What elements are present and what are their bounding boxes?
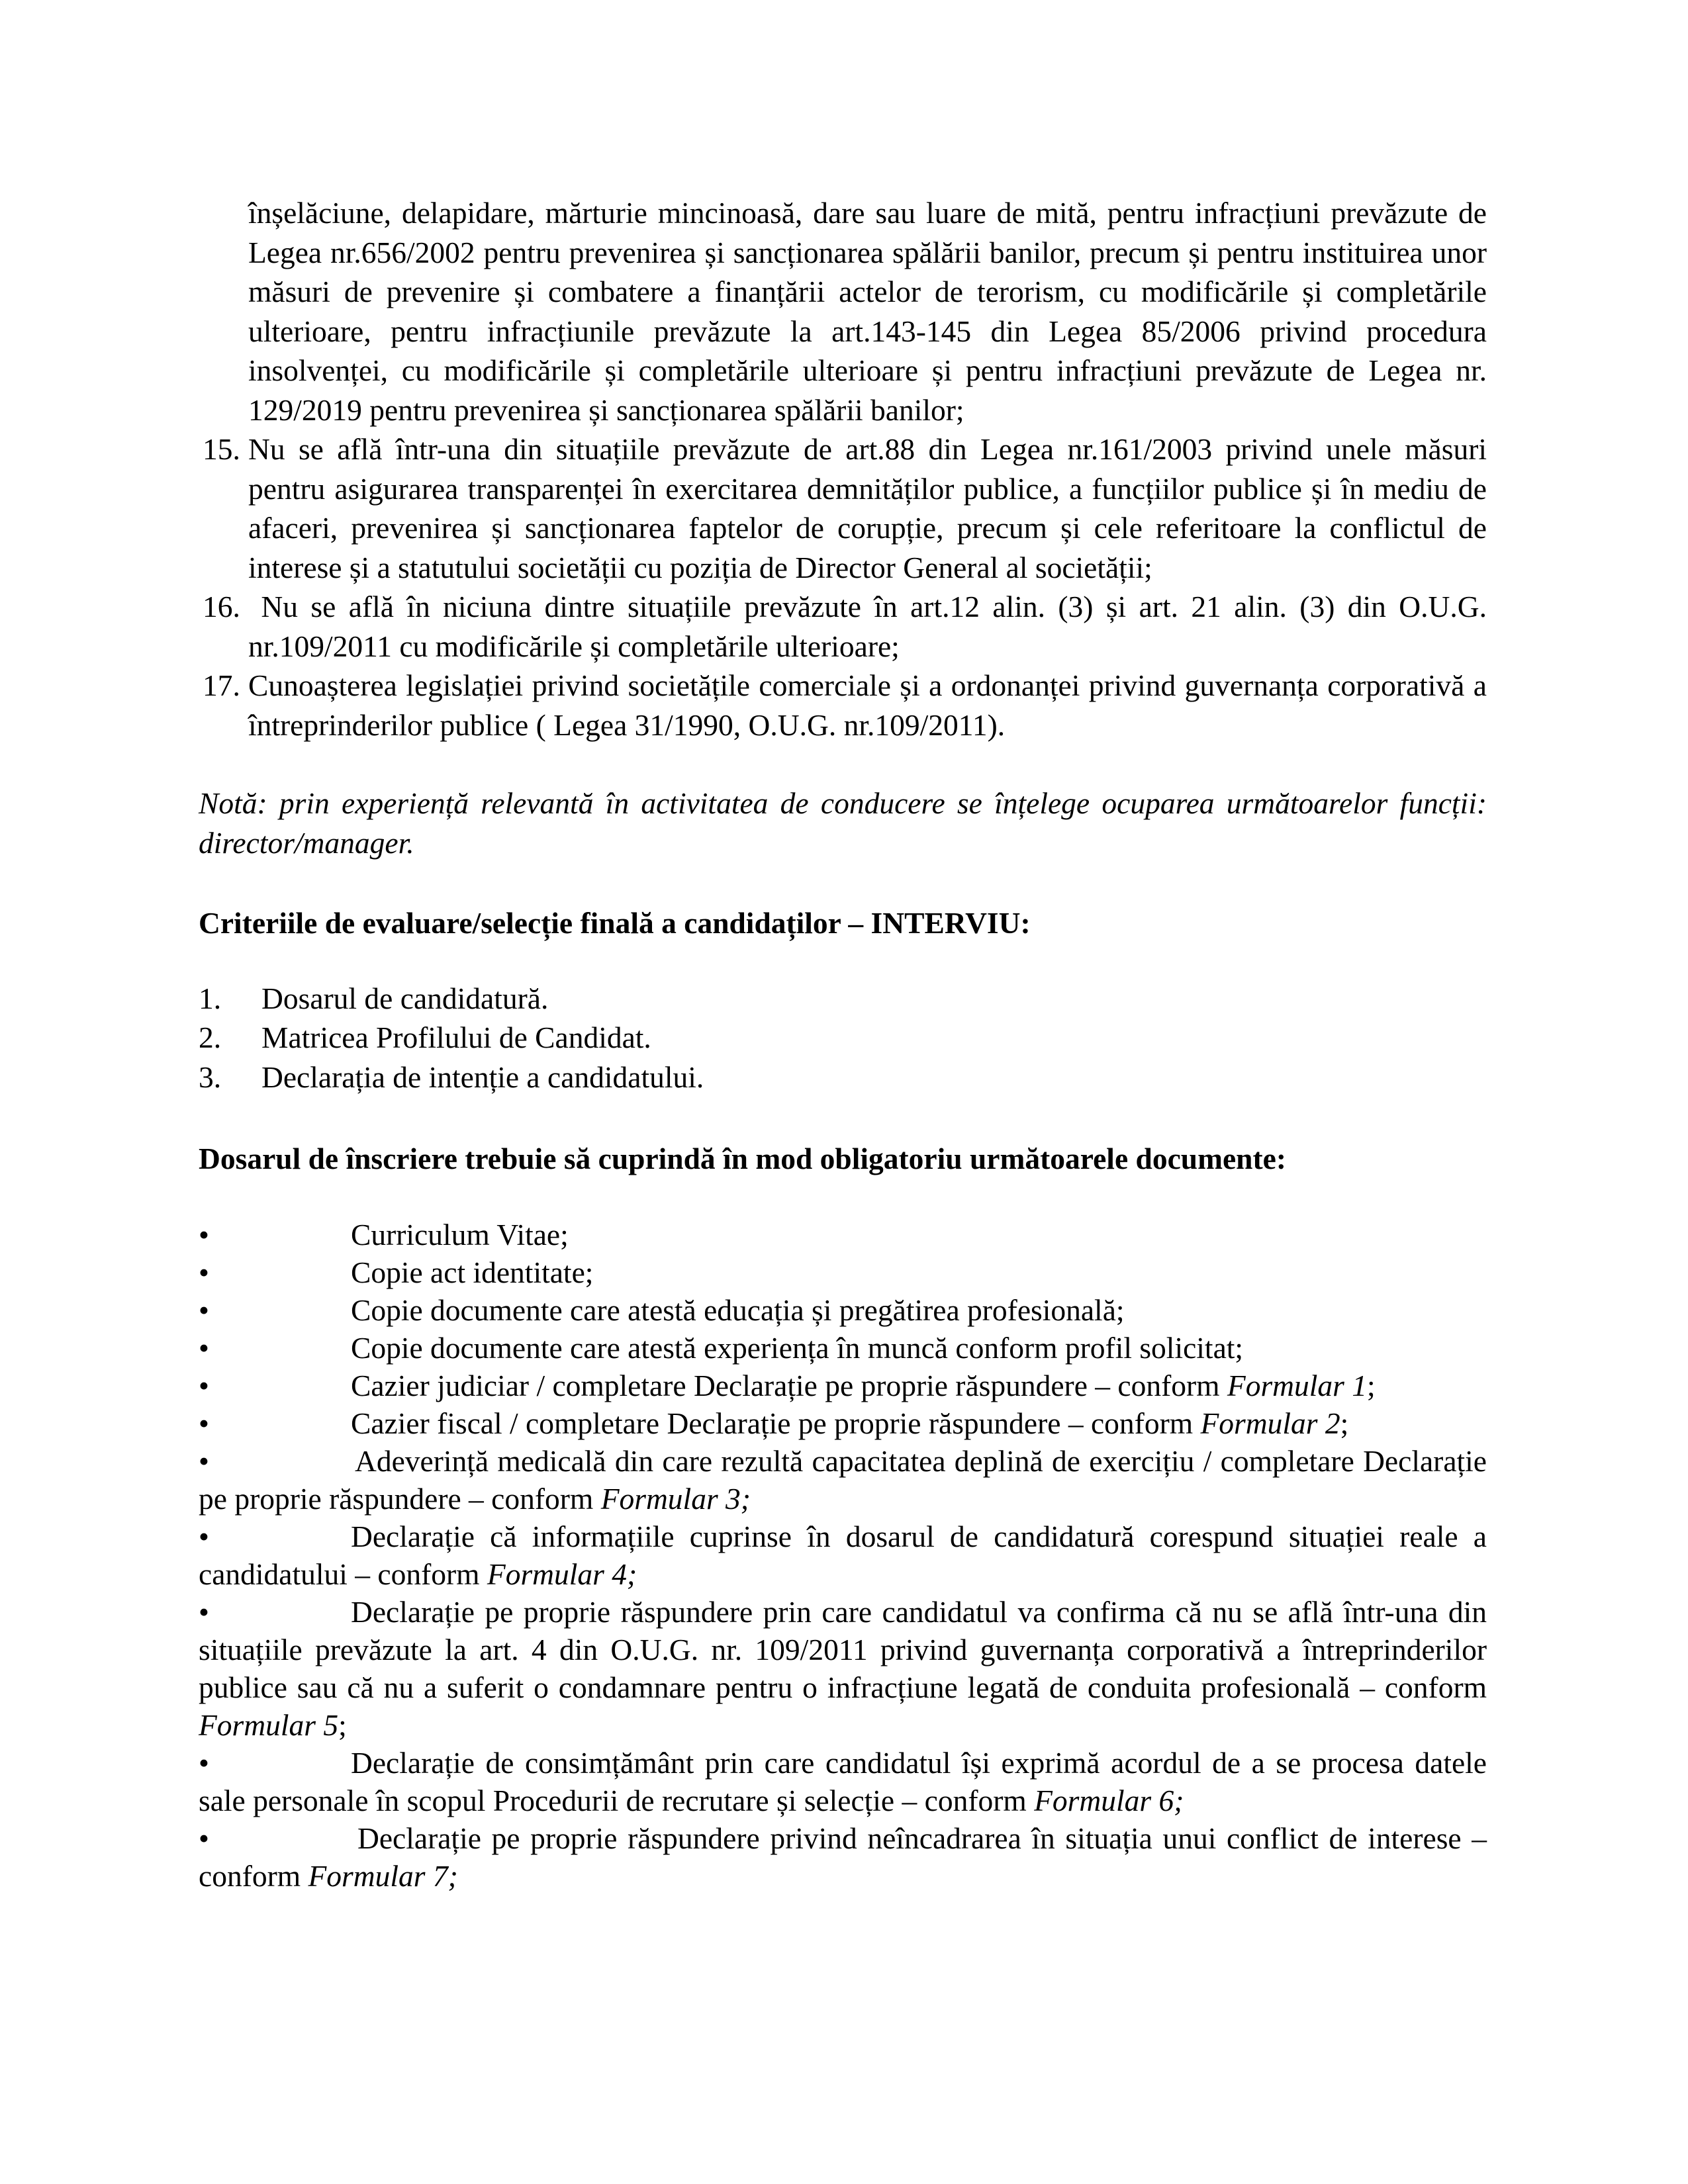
document-item [199,1404,1487,1442]
document-item [199,1216,1487,1253]
document-text: Curriculum Vitae; [351,1217,569,1251]
bullet-icon: • [199,1406,209,1440]
criteria-text: Matricea Profilului de Candidat. [261,1021,651,1054]
document-item [199,1329,1487,1367]
formular-reference: Formular 1 [1227,1368,1368,1402]
formular-reference: Formular 5 [199,1707,339,1742]
formular-reference: Formular 3; [600,1481,751,1516]
document-suffix: ; [1367,1368,1376,1402]
bullet-icon: • [199,1821,209,1855]
criteria-item [199,979,1487,1019]
documents-list [199,1216,1487,1895]
bullet-icon: • [199,1745,209,1780]
criteria-item [199,1018,1487,1058]
bullet-icon: • [199,1519,209,1553]
document-suffix: ; [1340,1406,1349,1440]
list-number: 17. [203,668,240,702]
document-item [199,1367,1487,1404]
document-suffix: ; [338,1707,347,1742]
bullet-icon: • [199,1443,209,1478]
document-item [199,1518,1487,1593]
bullet-icon: • [199,1594,209,1629]
document-item [199,1442,1487,1518]
list-item-text: Nu se află în niciuna dintre situațiile prevăzute în art.12 alin. (3) și art. 21 alin. (3) din O.U.G. nr.109/2011 cu modificările și completările ulterioare; [248,590,1495,663]
criteria-heading: Criteriile de evaluare/selecție finală a candidaților – INTERVIU: [199,906,1031,940]
formular-reference: Formular 2 [1200,1406,1340,1440]
formular-reference: Formular 4; [487,1557,637,1591]
document-text: Cazier fiscal / completare Declarație pe proprie răspundere – conform [351,1406,1201,1440]
note-paragraph: Notă: prin experiență relevantă în activitatea de conducere se înțelege ocuparea următoarelor funcții: director/manager. [199,786,1487,860]
document-page [199,193,1495,1895]
document-text: Adeverință medicală din care rezultă capacitatea deplină de exercițiu / completare Declarație pe proprie răspundere – conform [199,1443,1487,1516]
bullet-icon: • [199,1255,209,1289]
document-text: Declarație pe proprie răspundere privind neîncadrarea în situația unui conflict de interese – conform [199,1821,1487,1893]
criteria-item [199,1058,1487,1097]
document-text: Copie documente care atestă educația și pregătirea profesională; [351,1293,1125,1327]
criteria-number: 2. [199,1021,222,1054]
document-text: Copie act identitate; [351,1255,594,1289]
formular-reference: Formular 7; [308,1858,458,1893]
formular-reference: Formular 6; [1034,1783,1184,1817]
documents-heading: Dosarul de înscriere trebuie să cuprindă în mod obligatoriu următoarele documente: [199,1142,1286,1175]
document-item [199,1819,1487,1895]
document-item [199,1253,1487,1291]
list-number: 16. [203,590,240,623]
document-item [199,1291,1487,1329]
list-item-17 [199,666,1487,745]
list-item-15 [199,430,1487,587]
list-item-16 [199,587,1495,666]
numbered-list [199,430,1495,745]
list-number: 15. [203,432,240,466]
criteria-number: 1. [199,981,222,1015]
bullet-icon: • [199,1368,209,1402]
document-text: Declarație pe proprie răspundere prin care candidatul va confirma că nu se află într-una din situațiile prevăzute la art. 4 din O.U.G. nr. 109/2011 privind guvernanța corporativă a întreprinderilor publice sau că nu a suferit o condamnare pentru o infracțiune legată de conduita profesională – conform [199,1594,1487,1704]
list-item-text: Cunoașterea legislației privind societățile comerciale și a ordonanței privind guvernanța corporativă a întreprinderilor publice ( Legea 31/1990, O.U.G. nr.109/2011). [248,668,1487,742]
document-text: Declarație că informațiile cuprinse în dosarul de candidatură corespund situației reale a candidatului – conform [199,1519,1487,1591]
document-text: Cazier judiciar / completare Declarație pe proprie răspundere – conform [351,1368,1227,1402]
bullet-icon: • [199,1330,209,1365]
bullet-icon: • [199,1293,209,1327]
continuation-paragraph: înșelăciune, delapidare, mărturie mincinoasă, dare sau luare de mită, pentru infracțiuni prevăzute de Legea nr.656/2002 pentru prevenirea și sancționarea spălării banilor, precum și pentru instituirea unor măsuri de prevenire și combatere a finanțării actelor de terorism, cu modificările și completările ulterioare, pentru infracțiunile prevăzute la art.143-145 din Legea 85/2006 privind procedura insolvenței, cu modificările și completările ulterioare și pentru infracțiuni prevăzute de Legea nr. 129/2019 pentru prevenirea și sancționarea spălării banilor; [248,196,1487,427]
criteria-list [199,979,1487,1097]
document-text: Copie documente care atestă experiența în muncă conform profil solicitat; [351,1330,1244,1365]
list-item-text: Nu se află într-una din situațiile prevăzute de art.88 din Legea nr.161/2003 privind unele măsuri pentru asigurarea transparenței în exercitarea demnităților publice, a funcțiilor publice și în mediu de afaceri, prevenirea și sancționarea faptelor de corupție, precum și cele referitoare la conflictul de interese și a statutului societății cu poziția de Director General al societății; [248,432,1487,584]
document-item [199,1744,1487,1819]
criteria-text: Declarația de intenție a candidatului. [261,1060,704,1094]
criteria-number: 3. [199,1060,222,1094]
document-text: Declarație de consimțământ prin care candidatul își exprimă acordul de a se procesa datele sale personale în scopul Procedurii de recrutare și selecție – conform [199,1745,1487,1817]
document-item [199,1593,1487,1744]
bullet-icon: • [199,1217,209,1251]
criteria-text: Dosarul de candidatură. [261,981,549,1015]
